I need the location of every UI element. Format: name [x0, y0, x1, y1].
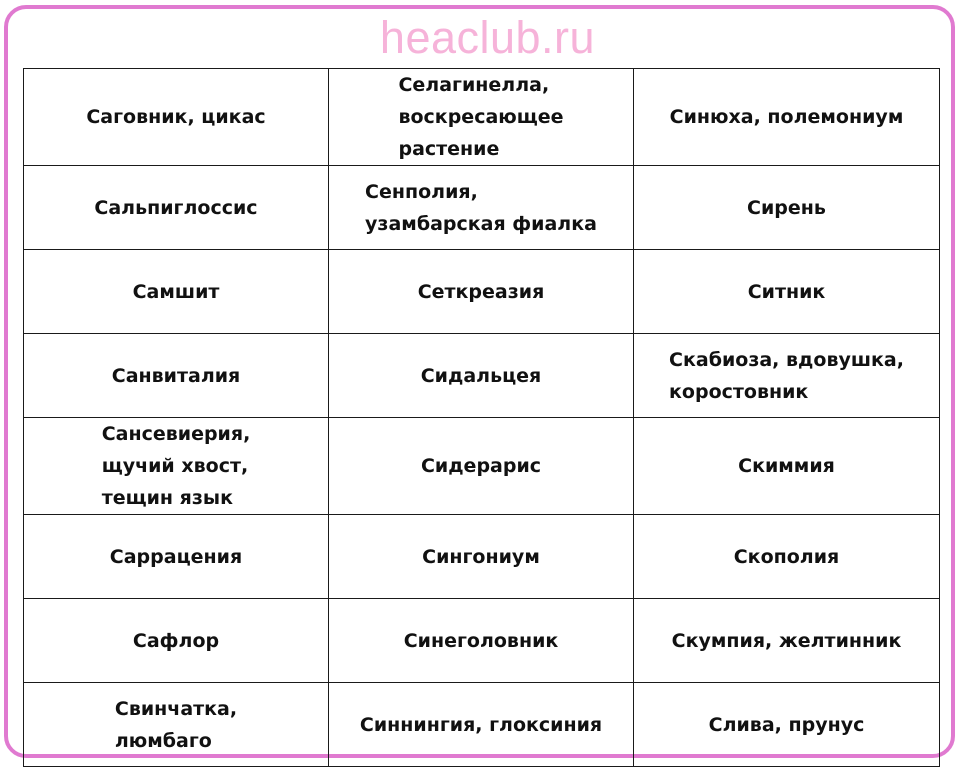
table-row — [24, 69, 940, 166]
table-cell: Сансевиерия, щучий хвост, тещин язык — [24, 418, 329, 515]
table-cell: Сальпиглоссис — [24, 166, 329, 250]
plant-table — [23, 68, 940, 767]
table-cell: Сидальцея — [329, 334, 634, 418]
table-row — [24, 599, 940, 683]
table-cell: Сенполия, узамбарская фиалка — [329, 166, 634, 250]
table-cell: Ситник — [634, 250, 940, 334]
table-cell: Сирень — [634, 166, 940, 250]
table-cell: Скумпия, желтинник — [634, 599, 940, 683]
table-cell: Сингониум — [329, 515, 634, 599]
table-row — [24, 250, 940, 334]
table-row — [24, 418, 940, 515]
table-cell: Сафлор — [24, 599, 329, 683]
table-cell: Синнингия, глоксиния — [329, 683, 634, 767]
table-row — [24, 334, 940, 418]
table-row — [24, 683, 940, 767]
table-cell: Саррацения — [24, 515, 329, 599]
table-cell: Самшит — [24, 250, 329, 334]
table-cell: Слива, прунус — [634, 683, 940, 767]
table-row — [24, 515, 940, 599]
table-row — [24, 166, 940, 250]
table-cell: Скабиоза, вдовушка, коростовник — [634, 334, 940, 418]
table-cell: Санвиталия — [24, 334, 329, 418]
table-cell: Сидерарис — [329, 418, 634, 515]
table-cell: Свинчатка, люмбаго — [24, 683, 329, 767]
table-cell: Синеголовник — [329, 599, 634, 683]
table-cell: Синюха, полемониум — [634, 69, 940, 166]
watermark: heaclub.ru — [379, 12, 596, 63]
table-cell: Саговник, цикас — [24, 69, 329, 166]
table-cell: Сеткреазия — [329, 250, 634, 334]
table-cell: Селагинелла, воскресающее растение — [329, 69, 634, 166]
table-cell: Скиммия — [634, 418, 940, 515]
table-cell: Скополия — [634, 515, 940, 599]
